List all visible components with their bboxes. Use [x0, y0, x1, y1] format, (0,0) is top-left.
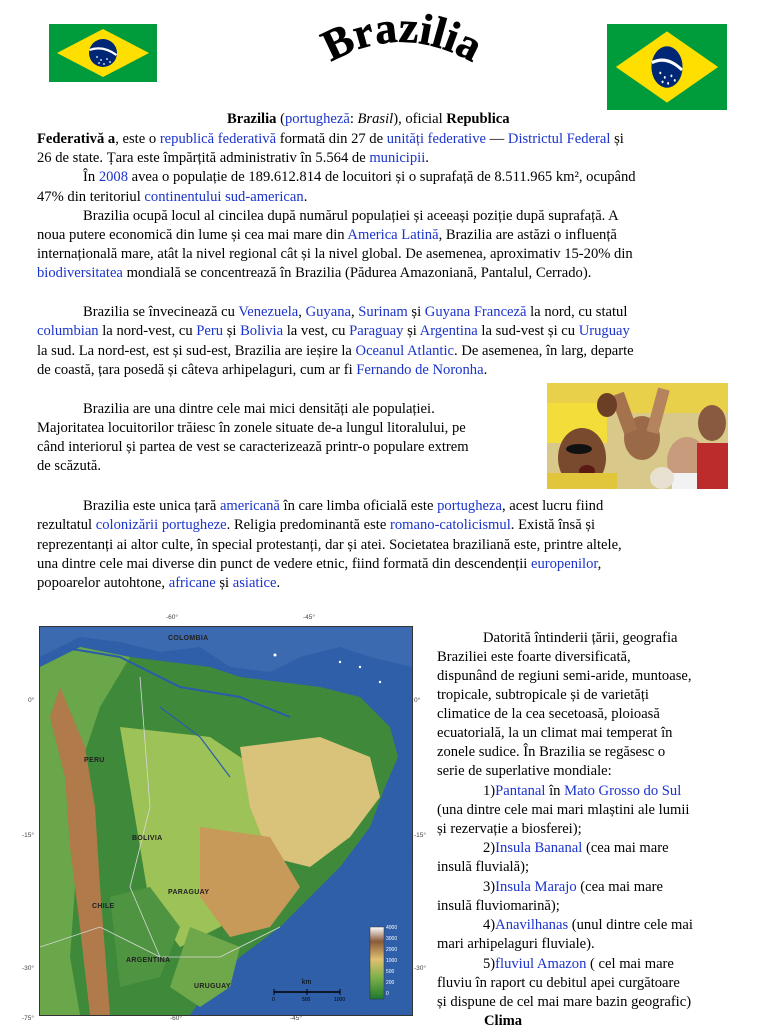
- link-oceanul-atlantic[interactable]: Oceanul Atlantic: [355, 343, 455, 359]
- link-municipii[interactable]: municipii: [369, 150, 426, 166]
- link-2008[interactable]: 2008: [98, 169, 128, 185]
- text: (: [276, 111, 285, 127]
- text: 2): [483, 840, 496, 856]
- rank-line-3: [37, 245, 633, 265]
- map-tick-bottom-3: -45°: [290, 1015, 302, 1022]
- link-asiatice[interactable]: asiatice: [232, 575, 277, 591]
- link-portugheza[interactable]: portugheză: [284, 111, 350, 127]
- geo-line-7: zonele sudice. În Brazilia se regăsesc o: [437, 744, 666, 760]
- map-label-colombia: COLOMBIA: [168, 635, 209, 642]
- text: internațională mare, atât la nivel regional cât și la nivel global. De asemenea, aproximativ 15-20% din: [37, 246, 633, 262]
- text: ,: [298, 304, 306, 320]
- geo-line-1: [437, 629, 678, 649]
- density-line-2: Majoritatea locuitorilor trăiesc în zonele situate de-a lungul litoralului, pe: [37, 420, 466, 436]
- text: Brazilia este unica țară: [83, 498, 220, 514]
- map-tick-top-2: -45°: [303, 614, 315, 621]
- text: 4): [483, 917, 496, 933]
- text: și: [403, 323, 420, 339]
- section-heading-clima: Clima: [484, 1013, 523, 1029]
- relief-map-graphic: [40, 627, 412, 1015]
- borders-line-3: [37, 342, 634, 362]
- map-tick-top-1: -60°: [166, 614, 178, 621]
- intro-line-1: [227, 110, 510, 130]
- geo-item-4: [437, 916, 693, 936]
- map-label-uruguay: URUGUAY: [194, 983, 231, 990]
- map-label-argentina: ARGENTINA: [126, 957, 171, 964]
- text: mondială se concentrează în Brazilia (Pădurea Amazoniană, Pantalul, Cerrado).: [122, 265, 592, 281]
- lang-line-1: [37, 497, 603, 517]
- text: Brazilia are una dintre cele mai mici densități ale populației.: [83, 401, 435, 417]
- density-line-3: când interiorul și partea de vest se caracterizează printr-o populare extrem: [37, 439, 469, 455]
- crowd-photo: [547, 383, 728, 489]
- brazil-flag-left: [49, 24, 157, 82]
- text: formată din 27 de: [276, 131, 387, 147]
- text: la sud. La nord-est, est și sud-est, Brazilia are ieșire la: [37, 343, 356, 359]
- legend-value-7: 0: [386, 991, 389, 997]
- lang-line-2: [37, 516, 595, 536]
- text: (unul dintre cele mai: [568, 917, 693, 933]
- link-colonizarii[interactable]: colonizării portugheze: [95, 517, 227, 533]
- brazil-flag-left-graphic: [49, 24, 157, 82]
- geo-line-4: tropicale, subtropicale și de varietăți: [437, 687, 649, 703]
- link-continent[interactable]: continentului sud-american: [144, 189, 304, 205]
- text: la nord-vest, cu: [98, 323, 197, 339]
- text: . De asemenea, în larg, departe: [454, 343, 634, 359]
- text: și: [610, 131, 624, 147]
- text: în: [545, 783, 565, 799]
- lang-line-4: [37, 555, 601, 575]
- legend-value-4: 1000: [386, 958, 398, 964]
- link-pantanal[interactable]: Pantanal: [495, 783, 546, 799]
- text: .: [303, 189, 308, 205]
- text: popoarelor autohtone,: [37, 575, 169, 591]
- pop-line-2: [37, 188, 307, 208]
- text: rezultatul: [37, 517, 96, 533]
- text: ,: [350, 304, 359, 320]
- brazil-flag-right-graphic: [607, 24, 727, 110]
- geo-line-3: dispunând de regiuni semi-aride, muntoase,: [437, 668, 692, 684]
- geo-item-3-line-2: insulă fluviomarină);: [437, 898, 560, 914]
- text: 3): [483, 879, 496, 895]
- text: .: [425, 150, 429, 166]
- scale-value-3: 1000: [334, 997, 346, 1003]
- text: (cea mai mare: [582, 840, 669, 856]
- text: noua putere economică din lume și cea mai mare din: [37, 227, 348, 243]
- link-fernando-de-noronha[interactable]: Fernando de Noronha: [356, 362, 484, 378]
- link-europenilor[interactable]: europenilor: [530, 556, 598, 572]
- text: (cea mai mare: [576, 879, 663, 895]
- map-tick-right-2: -15°: [414, 832, 426, 839]
- legend-value-3: 2000: [386, 947, 398, 953]
- map-tick-left-3: -30°: [22, 965, 34, 972]
- text: și: [407, 304, 425, 320]
- text: 1): [483, 783, 496, 799]
- link-portugheza-2[interactable]: portugheza: [437, 498, 502, 514]
- native-name: Brasil: [357, 111, 394, 127]
- text: Brazilia ocupă locul al cincilea după numărul populației și aceeași poziție după suprafață. A: [83, 208, 619, 224]
- lang-line-5: [37, 574, 280, 594]
- link-fluviul-amazon[interactable]: fluviul Amazon: [495, 956, 587, 972]
- link-surinam[interactable]: Surinam: [358, 304, 408, 320]
- borders-line-1: [37, 303, 627, 323]
- country-name: Brazilia: [227, 111, 277, 127]
- text: și: [215, 575, 233, 591]
- lang-line-3: reprezentanți ai altor culte, în special protestanți, dar și atei. Societatea braziliană este, printre altele,: [37, 537, 622, 553]
- official-name-1: Republica: [446, 111, 510, 127]
- link-unitati-federative[interactable]: unități federative: [386, 131, 487, 147]
- rank-line-1: [37, 207, 619, 227]
- link-uruguay[interactable]: Uruguay: [578, 323, 630, 339]
- link-guyana-franceza[interactable]: Guyana Franceză: [424, 304, 527, 320]
- link-americana[interactable]: americană: [219, 498, 280, 514]
- text: una dintre cele mai diverse din punct de vedere etnic, fiind formată din descendenții: [37, 556, 531, 572]
- geo-line-5: climatice de la cea secetoasă, ploioasă: [437, 706, 660, 722]
- text: Brazilia se învecinează cu: [83, 304, 239, 320]
- legend-value-1: 4000: [386, 925, 398, 931]
- map-label-bolivia: BOLIVIA: [132, 835, 163, 842]
- borders-line-4: [37, 361, 487, 381]
- legend-value-5: 500: [386, 969, 395, 975]
- text: 47% din teritoriul: [37, 189, 145, 205]
- map-tick-right-1: 0°: [414, 697, 421, 704]
- text: .: [483, 362, 488, 378]
- text: la vest, cu: [283, 323, 350, 339]
- geo-line-2: Braziliei este foarte diversificată,: [437, 649, 631, 665]
- text: :: [349, 111, 358, 127]
- link-republica-federativa[interactable]: republică federativă: [159, 131, 277, 147]
- link-insula-bananal[interactable]: Insula Bananal: [495, 840, 583, 856]
- official-name-2: Federativă a: [37, 131, 116, 147]
- map-label-paraguay: PARAGUAY: [168, 889, 210, 896]
- link-africane[interactable]: africane: [168, 575, 216, 591]
- link-biodiversitatea[interactable]: biodiversitatea: [37, 265, 123, 281]
- text: de coastă, țara posedă și câteva arhipelaguri, cum ar fi: [37, 362, 357, 378]
- map-tick-left-2: -15°: [22, 832, 34, 839]
- map-tick-left-1: 0°: [28, 697, 35, 704]
- link-america-latina[interactable]: America Latină: [347, 227, 439, 243]
- geo-line-8: serie de superlative mondiale:: [437, 763, 612, 779]
- density-line-1: [37, 400, 435, 420]
- geo-item-2: [437, 839, 669, 859]
- text: la nord, cu statul: [526, 304, 628, 320]
- svg-text:Brazilia: [314, 12, 490, 71]
- text: în care limba oficială este: [279, 498, 438, 514]
- geo-item-1: [437, 782, 681, 802]
- geo-item-5-line-2: fluviu în raport cu debitul apei curgătoare: [437, 975, 680, 991]
- link-romano-catolicismul[interactable]: romano-catolicismul: [389, 517, 511, 533]
- geo-item-1-line-2: (una dintre cele mai mari mlaștini ale lumii: [437, 802, 690, 818]
- geo-item-5-line-3: și dispune de cel mai mare bazin geografic): [437, 994, 692, 1010]
- text: Datorită întinderii țării, geografia: [483, 630, 678, 646]
- geo-item-5: [437, 955, 674, 975]
- map-label-peru: PERU: [84, 757, 105, 764]
- text: și: [223, 323, 241, 339]
- text: ), oficial: [393, 111, 447, 127]
- text: avea o populație de 189.612.814 de locuitori și o suprafață de 8.511.965 km², ocupând: [128, 169, 636, 185]
- geo-item-1-line-3: și rezervație a biosferei);: [437, 821, 582, 837]
- scale-unit: km: [302, 979, 312, 986]
- borders-line-2: [37, 322, 630, 342]
- text: la sud-vest și cu: [477, 323, 579, 339]
- link-argentina[interactable]: Argentina: [419, 323, 478, 339]
- map-tick-bottom-2: -60°: [170, 1015, 182, 1022]
- rank-line-4: [37, 264, 591, 284]
- pop-line-1: [37, 168, 636, 188]
- text: ( cel mai mare: [586, 956, 674, 972]
- text: . Religia predominantă este: [226, 517, 390, 533]
- relief-map: [39, 626, 413, 1016]
- link-districtul-federal[interactable]: Districtul Federal: [507, 131, 611, 147]
- text: , Brazilia are astăzi o influență: [438, 227, 617, 243]
- map-tick-right-3: -30°: [414, 965, 426, 972]
- link-bolivia[interactable]: Bolivia: [240, 323, 284, 339]
- scale-value-1: 0: [272, 997, 275, 1003]
- map-label-chile: CHILE: [92, 903, 115, 910]
- text: .: [276, 575, 281, 591]
- text: ,: [597, 556, 602, 572]
- text: 26 de state. Țara este împărțită administrativ în 5.564 de: [37, 150, 370, 166]
- text: 5): [483, 956, 496, 972]
- legend-value-6: 200: [386, 980, 395, 986]
- link-venezuela[interactable]: Venezuela: [238, 304, 299, 320]
- link-guyana[interactable]: Guyana: [305, 304, 351, 320]
- page-title-text: Brazilia: [314, 12, 491, 72]
- geo-item-2-line-2: insulă fluvială);: [437, 859, 529, 875]
- text: În: [83, 169, 99, 185]
- geo-item-4-line-2: mari arhipelaguri fluviale).: [437, 936, 595, 952]
- intro-line-2: [37, 130, 624, 150]
- page-title: [300, 12, 500, 88]
- link-paraguay[interactable]: Paraguay: [349, 323, 404, 339]
- density-line-4: de scăzută.: [37, 458, 102, 474]
- intro-line-3: [37, 149, 429, 169]
- link-peru[interactable]: Peru: [196, 323, 224, 339]
- geo-item-3: [437, 878, 663, 898]
- map-tick-bottom-1: -75°: [22, 1015, 34, 1022]
- brazil-flag-right: [607, 24, 715, 82]
- text: —: [486, 131, 508, 147]
- rank-line-2: [37, 226, 617, 246]
- link-insula-marajo[interactable]: Insula Marajo: [495, 879, 577, 895]
- link-columbian[interactable]: columbian: [37, 323, 99, 339]
- text: . Există însă și: [510, 517, 596, 533]
- legend-value-2: 3000: [386, 936, 398, 942]
- text: , este o: [115, 131, 160, 147]
- link-mato-grosso-do-sul[interactable]: Mato Grosso do Sul: [564, 783, 682, 799]
- geo-line-6: ecuatorială, la un climat mai temperat în: [437, 725, 673, 741]
- link-anavilhanas[interactable]: Anavilhanas: [495, 917, 569, 933]
- text: , acest lucru fiind: [501, 498, 604, 514]
- scale-value-2: 500: [302, 997, 311, 1003]
